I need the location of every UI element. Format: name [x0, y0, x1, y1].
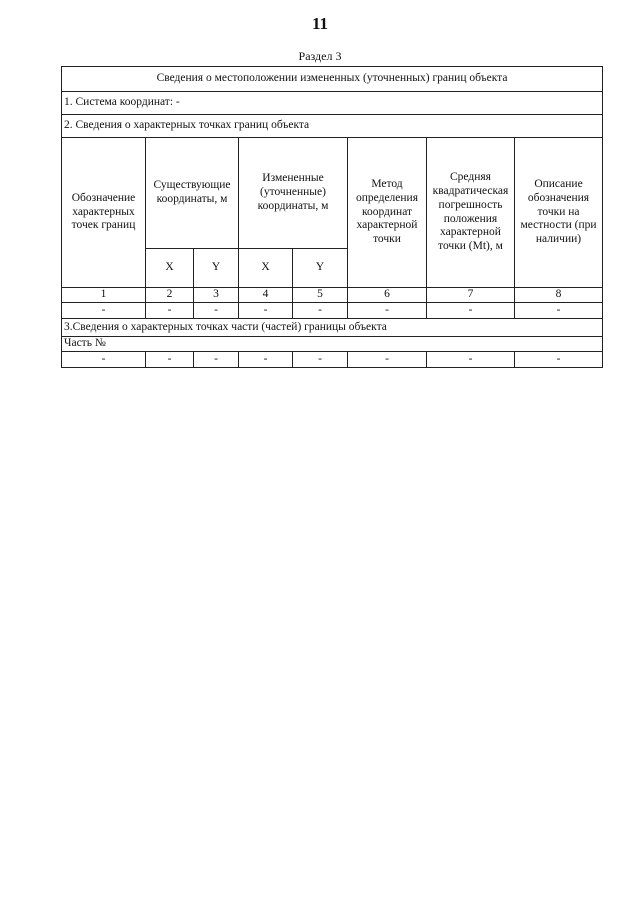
column-number: 3 — [194, 288, 239, 303]
column-number: 8 — [515, 288, 603, 303]
table-cell: - — [239, 352, 293, 368]
table-cell: - — [146, 352, 194, 368]
table-cell: - — [293, 303, 348, 319]
header-changed-x: X — [239, 249, 293, 288]
header-existing-y: Y — [194, 249, 239, 288]
page-number: 11 — [311, 14, 329, 33]
table-cell: - — [348, 352, 427, 368]
column-number: 1 — [62, 288, 146, 303]
column-number: 2 — [146, 288, 194, 303]
header-point-designation: Обозначение характерных точек границ — [62, 138, 146, 288]
header-changed-y: Y — [293, 249, 348, 288]
table-cell: - — [293, 352, 348, 368]
table-cell: - — [515, 352, 603, 368]
column-number: 5 — [293, 288, 348, 303]
header-existing-x: X — [146, 249, 194, 288]
table-cell: - — [62, 303, 146, 319]
table-cell: - — [146, 303, 194, 319]
table-cell: - — [427, 303, 515, 319]
header-existing-coords: Существующие координаты, м — [146, 138, 239, 249]
column-number: 6 — [348, 288, 427, 303]
column-number: 7 — [427, 288, 515, 303]
header-method: Метод определения координат характерной точки — [348, 138, 427, 288]
coordinate-system: 1. Система координат: - — [62, 92, 603, 115]
header-mean-error: Средняя квадратическая погрешность положения характерной точки (Mt), м — [427, 138, 515, 288]
part-label: Часть № — [62, 337, 603, 352]
header-description: Описание обозначения точки на местности (при наличии) — [515, 138, 603, 288]
section-label: Раздел 3 — [298, 49, 342, 63]
table-cell: - — [62, 352, 146, 368]
table-row — [62, 303, 603, 319]
table-cell: - — [194, 352, 239, 368]
table-title: Сведения о местоположении измененных (уточненных) границ объекта — [62, 67, 603, 92]
column-number-row — [62, 288, 603, 303]
table-cell: - — [427, 352, 515, 368]
table-cell: - — [239, 303, 293, 319]
boundary-points-table — [61, 66, 603, 368]
table-cell: - — [515, 303, 603, 319]
section2-title: 2. Сведения о характерных точках границ объекта — [62, 115, 603, 138]
table-cell: - — [194, 303, 239, 319]
header-changed-coords: Измененные (уточненные) координаты, м — [239, 138, 348, 249]
column-number: 4 — [239, 288, 293, 303]
section3-title: 3.Сведения о характерных точках части (частей) границы объекта — [62, 319, 603, 337]
table-cell: - — [348, 303, 427, 319]
table-row — [62, 352, 603, 368]
